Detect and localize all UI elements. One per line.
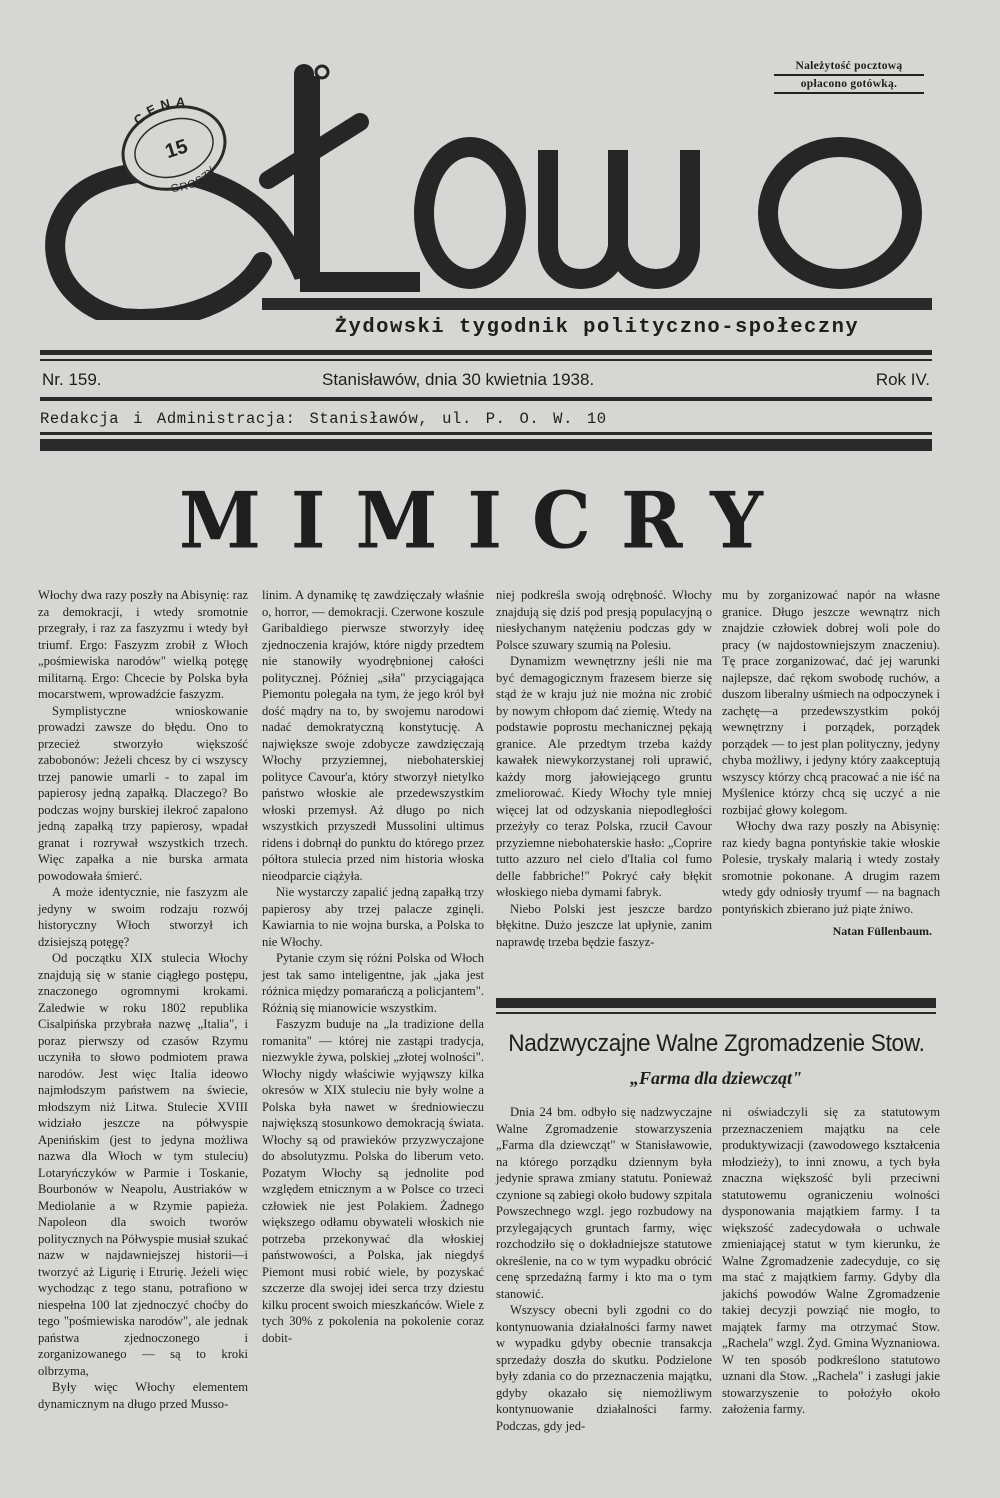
- price-stamp: [112, 96, 242, 198]
- paragraph: Faszyzm buduje na „la tradizione della romanita" — której nie zastąpi tradycja, niezwykle żywa, polskiej „złotej wolności". Włochy nigdy właściwie wyjąwszy kilka okresów w XIX stuleciu nie były wolne a Polska była nawet w średniowieczu największą stosunkowo demokracją świata. Włochy są od prawieków przyzwyczajone do absolutyzmu. Polska do liberum veto. Pozatym Włochy są jednolite pod względem etnicznym a w Polsce co trzeci człowiek nie jest Polakiem. Żadnego większego odłamu obywateli włoskich nie potrzeba przekonywać dla włoskiej państwowości, a Polska, jak niegdyś Piemont musi robić wiele, by pozyskać szczerze dla swojej idei serca trzy dziestu kilku procent swoich mieszkańców. Wiele z tych 30% z pokolenia na pokolenie coraz dobit-: [262, 1017, 484, 1345]
- paragraph: Były więc Włochy elementem dynamicznym na długo przed Musso-: [38, 1380, 248, 1411]
- paragraph: Od początku XIX stulecia Włochy znajdują się w stanie ciągłego postępu, znaczonego ogromnymi krokami. Zaledwie w roku 1802 republika Cisalpińska przybrała nazwę „Italia", i poraz pierwszy od czasów Rzymu uczyniła to słowo podmiotem prawa narodów. Jest więc Italia ideowo najmłodszym państwem na świecie, młodszym niż Litwa. Stulecie XVIII widziało jeszcze na półwyspie Apenińskim (jest to jedyna możliwa nazwa dla Włoch w tym stuleciu) Lotaryńczyków w Parmie i Toskanie, Bourbonów w Neapolu, Austriaków w Mediolanie a w Rzymie papieża. Napoleon dla swoich tworów politycznych na Półwyspie musiał szukać nazw w najdawniejszej historii—i tworzyć aż Ligurię i Etrurię. Jeżeli więc wychodząc z tego stanu, potrafiono w niespełna 100 lat zjednoczyć choćby do tego "pośmiewiska narodów", ale jednak państwa zjednoczonego i zorganizowanego — są to kroki olbrzyma,: [38, 951, 248, 1378]
- editorial-address: Redakcja i Administracja: Stanisławów, ul. P. O. W. 10: [40, 410, 607, 428]
- article1-column-3: [496, 587, 712, 950]
- main-headline: MIMICRY: [178, 475, 793, 567]
- paragraph: mu by zorganizować napór na własne granice. Długo jeszcze wewnątrz nich znajdzie człowiek dobrej woli pole do pracy (w najdostowniejszym znaczeniu). Tę prace zorganizować, dać jej warunki najlepsze, dać rękom swobodę ruchów, a duszom liberalny uśmiech na odpoczynek i zachętę—a przedewszystkim pokój wewnętrzny i porządek, porządek porządek — to jest plan polityczny, jedyny chyba możliwy, i jedyny który zaakceptują wszyscy którzy chcą pracować a nie iść na Myślenice którzy chcą się uczyć a nie rozbijać głowy kolegom.: [722, 588, 940, 817]
- postage-line-1: Należytość pocztową: [774, 58, 924, 76]
- article1-column-4: [722, 587, 940, 940]
- masthead-rule-3: [40, 397, 932, 401]
- masthead-rule-5: [40, 439, 932, 451]
- paragraph: Pytanie czym się różni Polska od Włoch jest tak samo inteligentne, jak „jaka jest różnica między pomarańczą a policjantem". Różnią się mianowicie wszystkim.: [262, 951, 484, 1015]
- paragraph: ni oświadczyli się za statutowym przeznaczeniem majątku na cele produktywizacji (zawodowego kształcenia młodzieży), to inni znowu, a tych była znaczna większość byli przeciwni statutowemu ograniczeniu wolności dysponowania majątkiem farmy. I ta większość zadecydowała o uchwale zmieniającej statut w tym kierunku, że Walne Zgromadzenie zadecyduje, co się ma stać z majątkiem farmy. Gdyby dla jakichś powodów Walne Zgromadzenie takiej decyzji powziąć nie mogło, to majątek farmy ma otrzymać Stow. „Rachela" wzgl. Żyd. Gmina Wyznaniowa. W ten sposób podkreślono statutowo uznani dla Stow. „Rachela" i zasługi jakie stowarzyszenie to położyło około założenia farmy.: [722, 1105, 940, 1416]
- paragraph: Dnia 24 bm. odbyło się nadzwyczajne Walne Zgromadzenie stowarzyszenia „Farma dla dziewcząt" w Stanisławowie, na którego porządku dziennym była jedynie sprawa zmiany statutu. Ponieważ czynione są zabiegi około budowy szpitala Powszechnego wzgl. jego rozbudowy na przylegających gruntach farmy, więc rozchodziło się o dokładniejsze statutowe określenie, na co w tym wypadku obrócić cenę sprzedażną farmy i kto ma o tym stanowić.: [496, 1105, 712, 1301]
- stamp-top-label: CENA: [130, 96, 191, 128]
- article1-column-2: [262, 587, 484, 1346]
- logo-s-tail: [122, 262, 262, 319]
- issue-number: Nr. 159.: [42, 370, 102, 389]
- paragraph: linim. A dynamikę tę zawdzięczały właśnie o, horror, — demokracji. Czerwone koszule Garibaldiego pierwsze stworzyły ideę zjednoczenia krajów, które nigdy przedtem nie stanowiły wyodrębnionej całości politycznej. Później „siła" przyciągająca Piemontu polegała na tym, że jego król był dość mądry na to, by swojemu narodowi nadać demokratyczną konstytucję. A największe swoje zdobycze zawdzięczają Włochy przyziemnej, niebohaterskiej polityce Cavour'a, który stworzył nietylko państwo włoskie ale przedewszystkim włoski przemysł. Aż długo po nich wszystkich przyszedł Mussolini ultimus ridens i dobrnął do punktu do którego przez półtora stulecia przed nim historia włoska nieodparcie ciążyła.: [262, 588, 484, 883]
- issue-year: Rok IV.: [875, 370, 930, 389]
- article1-signature: Natan Füllenbaum.: [832, 924, 932, 938]
- masthead-rule-1: [40, 350, 932, 355]
- logo-o-2: [768, 147, 912, 279]
- masthead-rule-2: [40, 359, 932, 361]
- issue-info-line: [40, 370, 932, 392]
- paragraph: Włochy dwa razy poszły na Abisynię: raz kiedy bagna pontyńskie takie włoskie Polesie, tryskały malarią i wtedy zostały sromotnie pokonane. A drugim razem wtedy gdy odniosły tryumf — na bagnach pontyńskich zbierano już piąte żniwo.: [722, 819, 940, 916]
- article2-column-1: [496, 1104, 712, 1434]
- stamp-bottom-label: GROSZY: [170, 163, 220, 195]
- logo-o-1: [424, 147, 516, 279]
- logo-l-foot: [310, 76, 420, 282]
- paragraph: A może identycznie, nie faszyzm ale jedyny w swoim rodzaju rozwój historyczny Włoch stworzył ich dzisiejszą potęgę?: [38, 885, 248, 949]
- paragraph: Niebo Polski jest jeszcze bardzo błękitne. Dużo jeszcze lat upłynie, zanim naprawdę trzeba będzie faszyz-: [496, 901, 712, 949]
- article1-column-1: [38, 587, 248, 1412]
- masthead-rule-4: [40, 432, 932, 435]
- article2-rule-top: [496, 998, 936, 1008]
- logo-w: [548, 150, 690, 279]
- masthead-subtitle: Żydowski tygodnik polityczno-społeczny: [334, 316, 860, 339]
- article2-rule-top-thin: [496, 1012, 936, 1014]
- article2-subtitle: „Farma dla dziewcząt": [629, 1068, 802, 1088]
- article2-title: Nadzwyczajne Walne Zgromadzenie Stow.: [508, 1030, 925, 1057]
- paragraph: Włochy dwa razy poszły na Abisynię: raz za demokracji, i wtedy sromotnie przegrały, i raz za faszyzmu i wtedy był triumf. Ergo: Faszyzm zrobił z Włoch „pośmiewiska narodów" wielką potęgę militarną. Ergo: Chcecie by Polska była mocarstwem, wprowadźcie faszyzm.: [38, 588, 248, 701]
- article2-column-2: [722, 1104, 940, 1418]
- issue-place-date: Stanisławów, dnia 30 kwietnia 1938.: [322, 370, 595, 389]
- paragraph: Symplistyczne wnioskowanie prowadzi zawsze do błędu. Ono to przecież stworzyło większość zabobonów: Jeżeli chcesz by ci wszyscy trzej panowie umarli - to zapal im papierosy jedną zapałką. Dlaczego? Bo podczas wojny burskiej ilekroć zapalono jedną zapałką trzy papierosy, wpadał granat i rozrywał wszystkich trzech. Więc zapałka a nie burska armata powodowała śmierć.: [38, 703, 248, 883]
- paragraph: Wszyscy obecni byli zgodni co do kontynuowania działalności farmy nawet w wypadku gdyby obecnie transakcja sprzedaży doszła do skutku. Podzielone były zdania co do przeznaczenia majątku, gdyby okazało się niemożliwym kontynuowanie działalności farmy. Podczas, gdy jed-: [496, 1303, 712, 1433]
- paragraph: Dynamizm wewnętrzny jeśli nie ma być demagogicznym frazesem bierze się stąd że w kraju już nie można nic zrobić by nowym chłopom dać ziemię. Wtedy na podstawie poprostu mechanicznej pękają granice. Ale przedtym trzeba każdy kawałek niewykorzystanej roli uprawić, każdy morg jałowiejącego gruntu zmeliorować. Kiedy Włochy tyle mniej więcej lat od odzyskania niepodległości przeżyły co teraz Polska, rzucił Cavour przyziemne niebohaterskie hasło: „Coprire tutto azzuro nel cielo d'Italia col fumo delle fabbriche!" Pokryć cały błękit włoskiego nieba dymami fabryk.: [496, 654, 712, 899]
- paragraph: niej podkreśla swoją odrębność. Włochy znajdują się dziś pod presją populacyjną o niesłychanym natężeniu podczas gdy w Polsce szuwary szumią na Polesiu.: [496, 588, 712, 652]
- postage-line-2: opłacono gotówką.: [774, 76, 924, 94]
- paragraph: Nie wystarczy zapalić jedną zapałką trzy papierosy aby trzej palacze zginęli. Kawiarnia to nie wojna burska, a Polska to nie Włochy.: [262, 885, 484, 949]
- masthead-rule-thick: [262, 298, 932, 310]
- stamp-value: 15: [162, 135, 191, 164]
